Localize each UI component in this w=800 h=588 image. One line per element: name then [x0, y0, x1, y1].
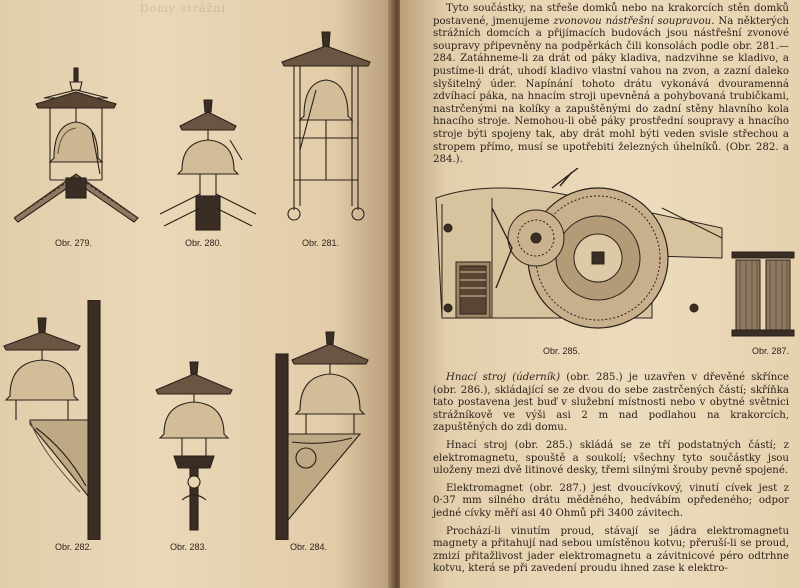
caption-fig-279: Obr. 279. — [55, 238, 93, 248]
electromagnet-drawing — [730, 246, 796, 340]
figure-282 — [0, 300, 104, 540]
caption-fig-281: Obr. 281. — [302, 238, 340, 248]
figure-285 — [432, 168, 724, 342]
figure-280 — [160, 96, 256, 236]
caption-fig-280: Obr. 280. — [185, 238, 223, 248]
paragraph-electromagnet: Elektromagnet (obr. 287.) jest dvoucívkový, vinutí cívek jest z 0·37 mm silného drátu měděného, hedvábím opředeného; odpor jedné cívky měří asi 40 Ohmů při 3400 závitech. — [433, 482, 789, 519]
term-bell-set: zvonovou nástřešní soupravou. — [553, 15, 715, 27]
bell-bracket-drawing-282 — [0, 300, 104, 540]
paragraph-striking-mechanism: Hnací stroj (úderník) (obr. 285.) je uzavřen v dřevěné skřínce (obr. 286.), skládající se ze dvou do sebe zastrčených částí; skříňka tato postavena jest buď v služební místnosti nebo v obytné světnici strážníkově ve výši asi 2 m nad podlahou na krakorcích, zapuštěných do zdi domu. — [433, 372, 789, 434]
figure-287 — [730, 246, 796, 340]
bell-roof-drawing-280 — [160, 96, 256, 236]
figure-283 — [152, 360, 236, 532]
caption-fig-285: Obr. 285. — [543, 346, 581, 356]
left-page — [0, 0, 392, 588]
bell-roof-drawing-279 — [14, 62, 140, 234]
figure-284 — [272, 330, 376, 540]
ghost-header: Domy strážní — [140, 2, 226, 15]
text-block-bottom — [433, 372, 789, 581]
figure-279 — [14, 62, 140, 234]
caption-fig-283: Obr. 283. — [170, 542, 208, 552]
figure-281 — [276, 30, 376, 230]
paragraph-bell-set: Tyto součástky, na střeše domků nebo na krakorcích stěn domků postavené, jmenujeme zvonovou nástřešní soupravou. Na některých strážních domcích a přijímacích budovách jsou nástřešní zvonové soupravy připevněny na podpěrkách čili konsolách podle obr. 281.—284. Zatáhneme-li za drát od páky kladiva, nadzvihne se kladivo, a pustíme-li drát, uhodí kladivo vlastní vahou na zvon, a zazní daleko slyšitelný úder. Napínání tohoto drátu vykonává dvouramenná zdvíhací páka, na hnacím stroji upevněná a pohybovaná trubičkami, nastrčenými na kolíky a zapuštěnými do zadní stěny hlavního kola hnacího stroje. Nemohou-li obě páky prostřední soupravy a hnacího stroje býti spojeny tak, aby drát mohl býti veden svisle střechou a stropem přímo, musí se upotřebiti železných úhelníků. (Obr. 282. a 284.). — [433, 3, 789, 166]
caption-fig-282: Obr. 282. — [55, 542, 93, 552]
caption-fig-284: Obr. 284. — [290, 542, 328, 552]
term-striking-mechanism: Hnací stroj (úderník) — [446, 372, 561, 383]
text-block-top — [433, 3, 789, 172]
bell-wall-drawing-284 — [272, 330, 376, 540]
caption-fig-287: Obr. 287. — [752, 346, 790, 356]
paragraph-current: Prochází-li vinutím proud, stávají se jádra elektromagnetu magnety a přitahují nad sebou umístěnou kotvu; přeruší-li se proud, zmizí přitažlivost jader elektromagnetu a závitnicové péro odtrhne kotvu, která se při zavedení proudu ihned zase k elektro- — [433, 525, 789, 575]
bell-pedestal-drawing-283 — [152, 360, 236, 532]
striking-mechanism-drawing — [432, 168, 724, 342]
paragraph-mechanism-parts: Hnací stroj (obr. 285.) skládá se ze tří podstatných částí; z elektromagnetu, spouště a soukolí; všechny tyto součástky jsou uloženy mezi dvě litinové desky, třemi silnými šrouby pevně spojené. — [433, 439, 789, 477]
bell-frame-drawing-281 — [276, 30, 376, 230]
